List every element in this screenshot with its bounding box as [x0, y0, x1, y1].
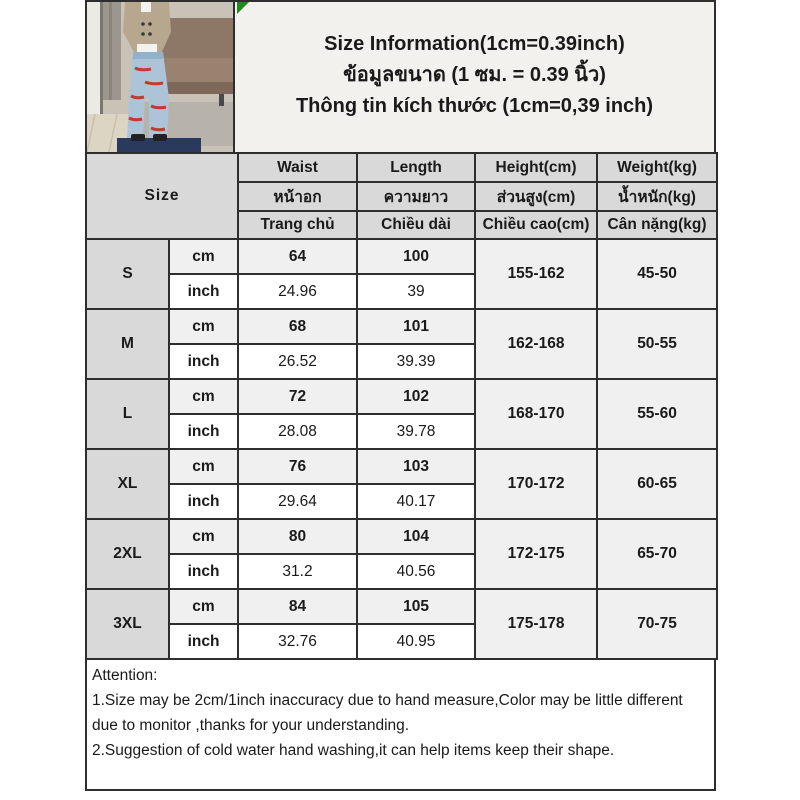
attention-note — [85, 660, 716, 791]
s-height-range: 155-162 — [475, 239, 597, 309]
col-header-length-th: ความยาว — [357, 182, 475, 211]
l-length-cm: 102 — [357, 379, 475, 414]
col-header-waist-th: หน้าอก — [238, 182, 357, 211]
unit-cm-label: cm — [169, 449, 238, 484]
2xl-weight-range: 65-70 — [597, 519, 717, 589]
3xl-height-range: 175-178 — [475, 589, 597, 659]
s-waist-cm: 64 — [238, 239, 357, 274]
m-waist-inch: 26.52 — [238, 344, 357, 379]
col-header-length-vi: Chiều dài — [357, 211, 475, 239]
m-length-inch: 39.39 — [357, 344, 475, 379]
2xl-length-cm: 104 — [357, 519, 475, 554]
title-vietnamese: Thông tin kích thước (1cm=0,39 inch) — [295, 95, 654, 117]
size-chart-table — [85, 152, 718, 660]
col-header-height-th: ส่วนสูง(cm) — [475, 182, 597, 211]
title-thai: ข้อมูลขนาด (1 ซม. = 0.39 นิ้ว) — [343, 64, 606, 86]
product-photo — [85, 0, 235, 152]
xl-weight-range: 60-65 — [597, 449, 717, 519]
unit-inch-label: inch — [169, 554, 238, 589]
xl-length-cm: 103 — [357, 449, 475, 484]
xl-waist-cm: 76 — [238, 449, 357, 484]
unit-cm-label: cm — [169, 379, 238, 414]
size-label-xl: XL — [86, 449, 169, 519]
s-length-inch: 39 — [357, 274, 475, 309]
l-height-range: 168-170 — [475, 379, 597, 449]
size-label-m: M — [86, 309, 169, 379]
col-header-height-vi: Chiều cao(cm) — [475, 211, 597, 239]
s-length-cm: 100 — [357, 239, 475, 274]
size-label-l: L — [86, 379, 169, 449]
xl-waist-inch: 29.64 — [238, 484, 357, 519]
m-waist-cm: 68 — [238, 309, 357, 344]
size-label-2xl: 2XL — [86, 519, 169, 589]
2xl-length-inch: 40.56 — [357, 554, 475, 589]
unit-cm-label: cm — [169, 309, 238, 344]
size-information-header — [235, 0, 716, 152]
size-label-s: S — [86, 239, 169, 309]
3xl-weight-range: 70-75 — [597, 589, 717, 659]
size-header-cell: Size — [86, 153, 238, 239]
size-label-3xl: 3XL — [86, 589, 169, 659]
3xl-length-cm: 105 — [357, 589, 475, 624]
s-waist-inch: 24.96 — [238, 274, 357, 309]
unit-inch-label: inch — [169, 414, 238, 449]
title-english: Size Information(1cm=0.39inch) — [324, 33, 625, 55]
m-length-cm: 101 — [357, 309, 475, 344]
l-length-inch: 39.78 — [357, 414, 475, 449]
jeans-model-illustration — [87, 2, 233, 152]
2xl-height-range: 172-175 — [475, 519, 597, 589]
3xl-length-inch: 40.95 — [357, 624, 475, 659]
s-weight-range: 45-50 — [597, 239, 717, 309]
unit-inch-label: inch — [169, 624, 238, 659]
col-header-weight-th: น้ำหนัก(kg) — [597, 182, 717, 211]
unit-cm-label: cm — [169, 589, 238, 624]
col-header-weight: Weight(kg) — [597, 153, 717, 182]
l-waist-inch: 28.08 — [238, 414, 357, 449]
attention-line-1: 1.Size may be 2cm/1inch inaccuracy due to hand measure,Color may be little different due to monitor ,thanks for your understanding. — [92, 692, 683, 734]
unit-cm-label: cm — [169, 239, 238, 274]
l-waist-cm: 72 — [238, 379, 357, 414]
unit-cm-label: cm — [169, 519, 238, 554]
2xl-waist-inch: 31.2 — [238, 554, 357, 589]
unit-inch-label: inch — [169, 274, 238, 309]
l-weight-range: 55-60 — [597, 379, 717, 449]
unit-inch-label: inch — [169, 484, 238, 519]
attention-line-2: 2.Suggestion of cold water hand washing,it can help items keep their shape. — [92, 742, 615, 759]
3xl-waist-cm: 84 — [238, 589, 357, 624]
xl-length-inch: 40.17 — [357, 484, 475, 519]
col-header-waist-vi: Trang chủ — [238, 211, 357, 239]
col-header-waist: Waist — [238, 153, 357, 182]
col-header-weight-vi: Cân nặng(kg) — [597, 211, 717, 239]
attention-heading: Attention: — [92, 667, 158, 684]
2xl-waist-cm: 80 — [238, 519, 357, 554]
3xl-waist-inch: 32.76 — [238, 624, 357, 659]
m-height-range: 162-168 — [475, 309, 597, 379]
m-weight-range: 50-55 — [597, 309, 717, 379]
xl-height-range: 170-172 — [475, 449, 597, 519]
col-header-height: Height(cm) — [475, 153, 597, 182]
unit-inch-label: inch — [169, 344, 238, 379]
corner-marker-icon — [237, 2, 249, 14]
col-header-length: Length — [357, 153, 475, 182]
